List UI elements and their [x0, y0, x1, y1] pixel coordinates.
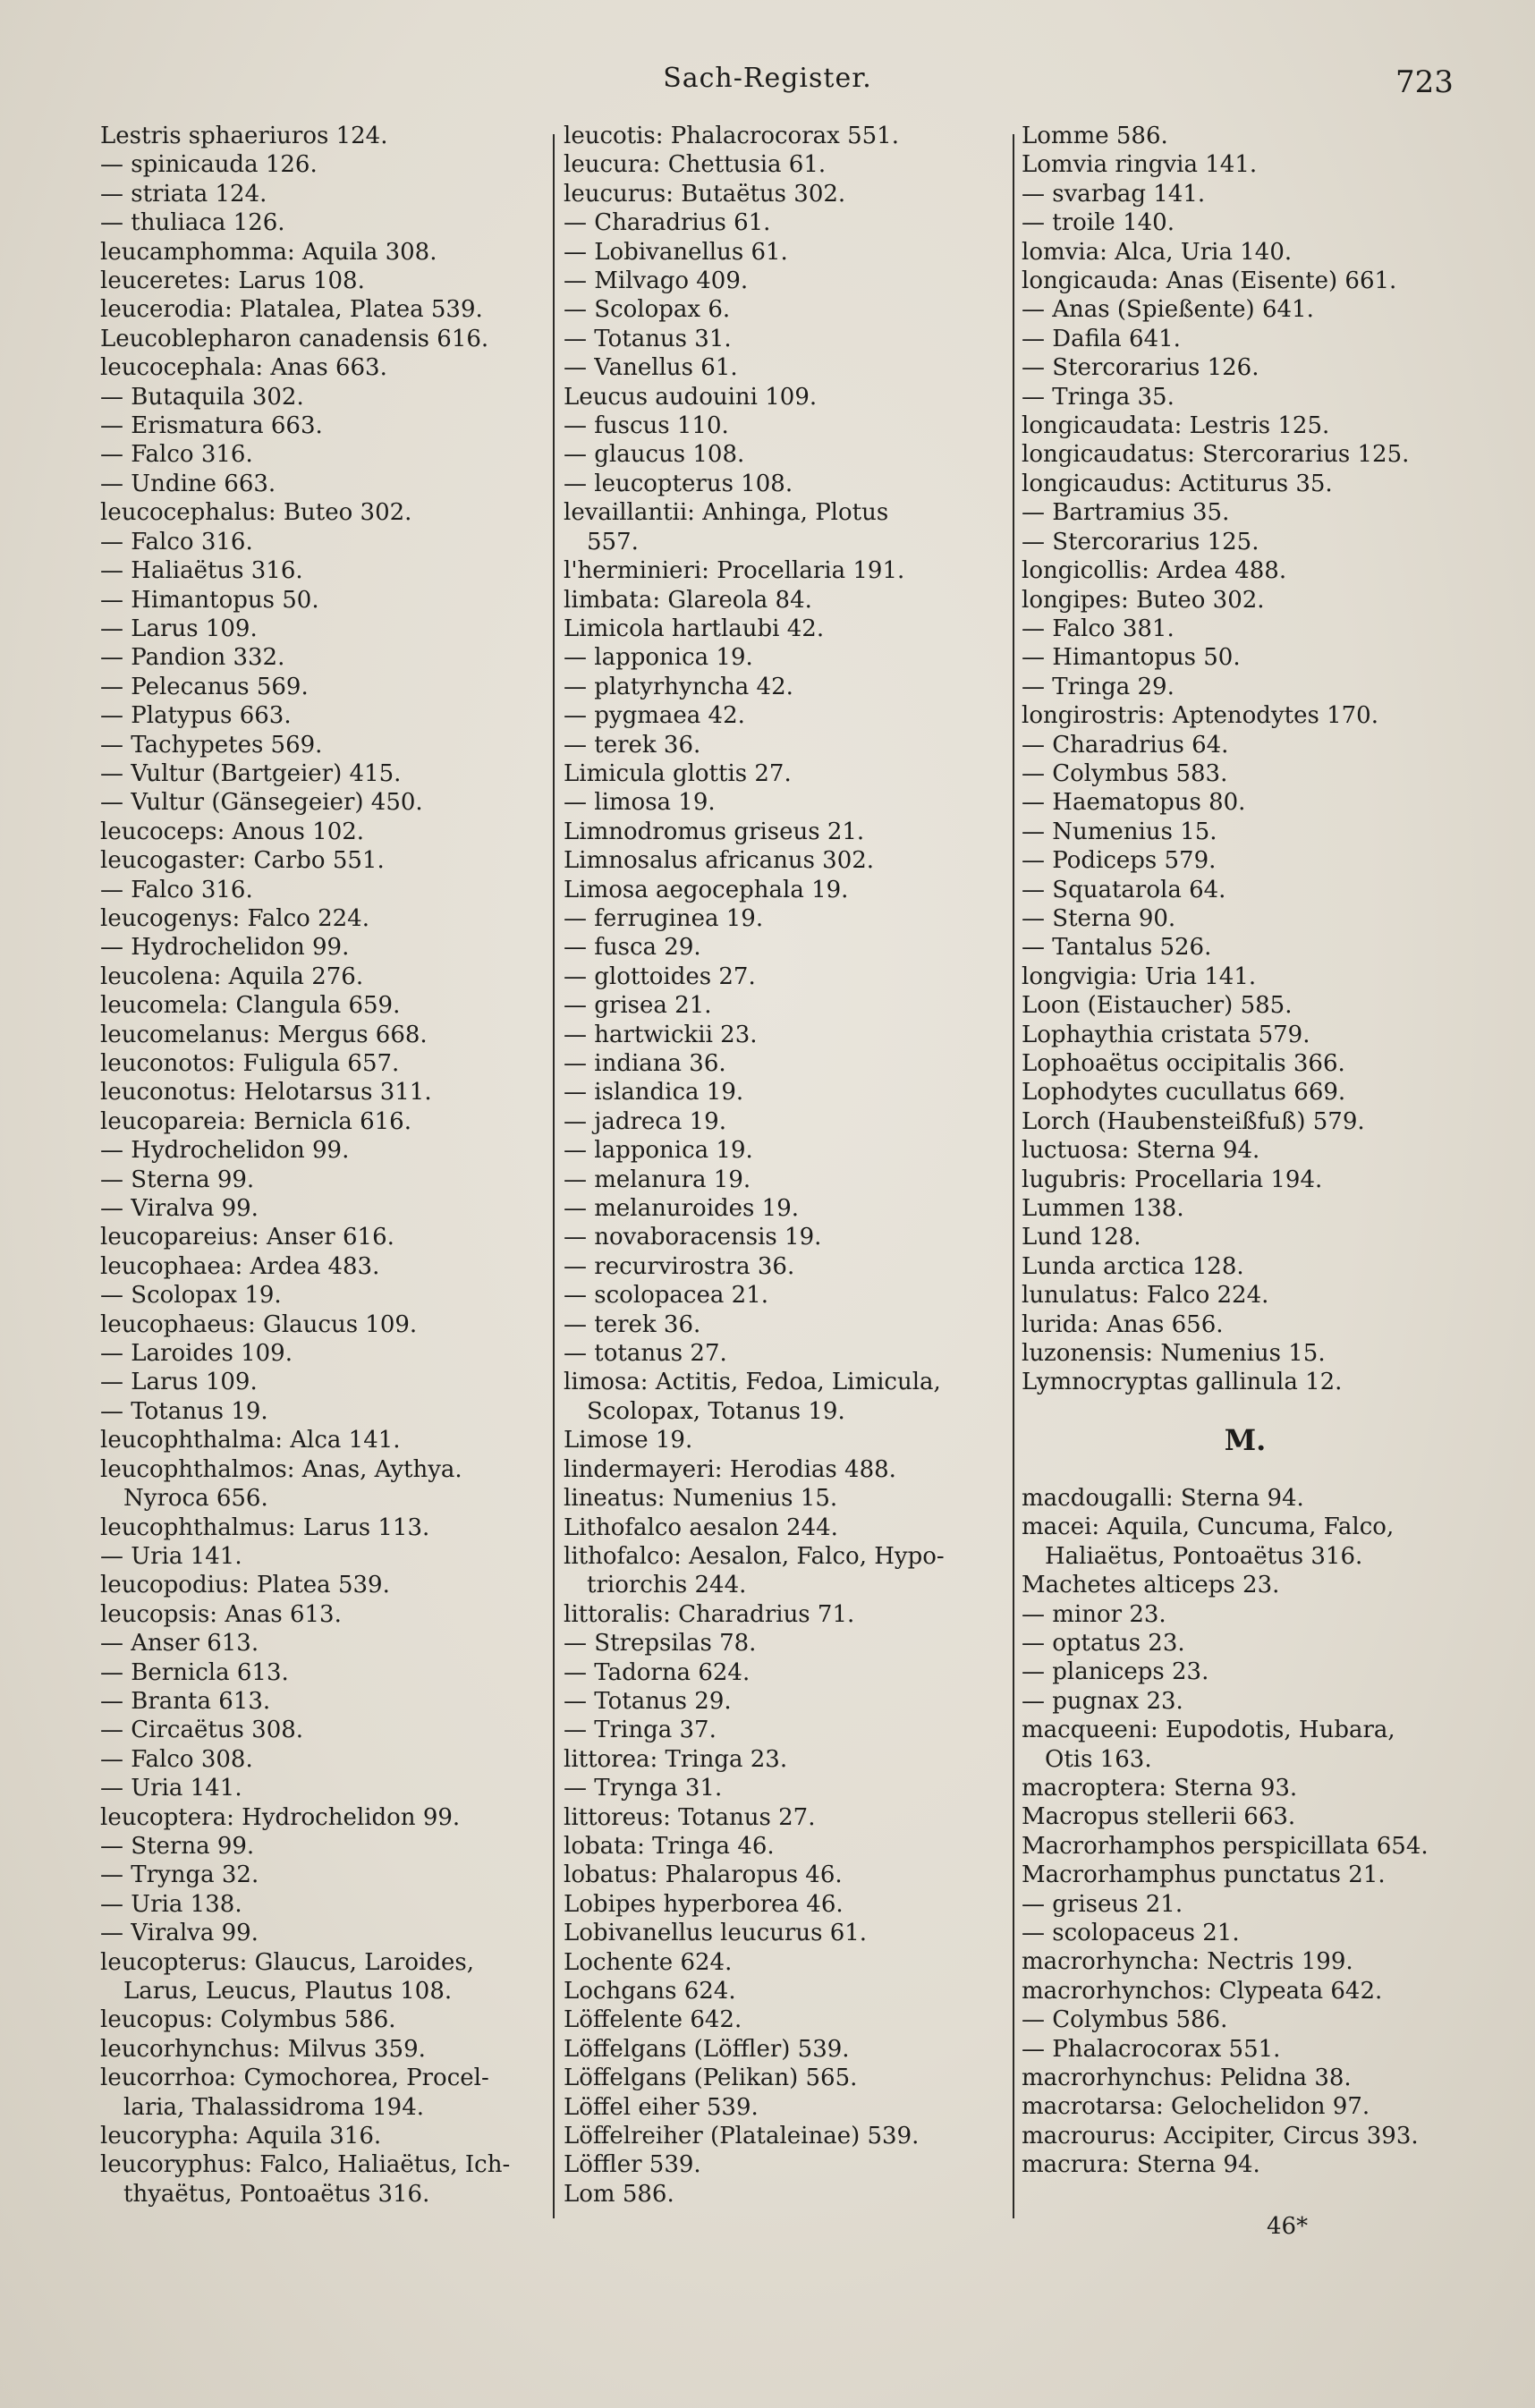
index-entry: Lithofalco aesalon 244. — [564, 1513, 838, 1541]
index-entry: lineatus: Numenius 15. — [564, 1485, 838, 1513]
index-entry: Lophoaëtus occipitalis 366. — [1022, 1050, 1345, 1077]
index-entry: — recurvirostra 36. — [564, 1252, 795, 1280]
index-entry: — Scolopax 19. — [100, 1282, 282, 1310]
index-entry: — Lobivanellus 61. — [564, 238, 788, 266]
index-entry: — Sterna 90. — [1022, 904, 1176, 932]
index-entry: lobata: Tringa 46. — [564, 1832, 775, 1860]
index-entry: — platyrhyncha 42. — [564, 673, 793, 700]
index-entry: longicollis: Ardea 488. — [1022, 557, 1287, 585]
index-entry: — terek 36. — [564, 731, 701, 759]
index-entry: Leucus audouini 109. — [564, 383, 818, 411]
index-entry: Lorch (Haubensteißfuß) 579. — [1022, 1107, 1365, 1135]
index-entry: Leucoblepharon canadensis 616. — [100, 325, 489, 352]
index-entry: leucopareius: Anser 616. — [100, 1224, 394, 1251]
index-entry: Lund 128. — [1022, 1224, 1141, 1251]
index-entry: — Falco 308. — [100, 1745, 253, 1773]
index-entry: — Scolopax 6. — [564, 296, 731, 324]
index-entry: — Hydrochelidon 99. — [100, 934, 350, 962]
index-entry: leucopterus: Glaucus, Laroides, — [100, 1948, 474, 1976]
index-entry: Lestris sphaeriuros 124. — [100, 123, 388, 149]
index-entry: leuconotos: Fuligula 657. — [100, 1050, 400, 1077]
index-entry: — Sterna 99. — [100, 1832, 255, 1860]
index-entry: — Vanellus 61. — [564, 354, 738, 382]
index-entry: — limosa 19. — [564, 789, 716, 817]
index-entry: — Colymbus 583. — [1022, 759, 1228, 787]
index-entry: — Stercorarius 125. — [1022, 528, 1259, 555]
index-entry: limbata: Glareola 84. — [564, 586, 812, 614]
index-entry: leucerodia: Platalea, Platea 539. — [100, 296, 483, 324]
index-entry: — Tringa 37. — [564, 1717, 717, 1744]
index-entry: — Laroides 109. — [100, 1340, 293, 1368]
index-entry-continuation: 557. — [587, 528, 639, 555]
index-column-1 — [100, 122, 544, 2224]
index-entry: — Viralva 99. — [100, 1195, 259, 1223]
index-entry: — pugnax 23. — [1022, 1687, 1183, 1715]
index-entry: — Numenius 15. — [1022, 818, 1217, 845]
index-entry: — Pelecanus 569. — [100, 673, 309, 700]
index-entry: Lobipes hyperborea 46. — [564, 1890, 844, 1918]
index-entry: — Bartramius 35. — [1022, 499, 1230, 527]
index-entry: Lummen 138. — [1022, 1195, 1184, 1223]
index-entry: leucamphomma: Aquila 308. — [100, 238, 437, 266]
index-entry: — Falco 316. — [100, 441, 253, 469]
index-entry: leucoryphus: Falco, Haliaëtus, Ich- — [100, 2151, 511, 2179]
index-entry: — Himantopus 50. — [100, 586, 319, 614]
index-entry: longicaudatus: Stercorarius 125. — [1022, 441, 1410, 469]
index-entry: — terek 36. — [564, 1310, 701, 1338]
index-entry: — Uria 138. — [100, 1890, 242, 1918]
index-entry: leucophthalmos: Anas, Aythya. — [100, 1455, 462, 1483]
index-entry: lurida: Anas 656. — [1022, 1310, 1224, 1338]
section-letter: M. — [1224, 1422, 1267, 1457]
index-entry: macrotarsa: Gelochelidon 97. — [1022, 2093, 1370, 2121]
index-entry: longicaudus: Actiturus 35. — [1022, 470, 1333, 497]
index-entry: — Phalacrocorax 551. — [1022, 2035, 1281, 2063]
index-entry: longicauda: Anas (Eisente) 661. — [1022, 267, 1397, 295]
index-entry: Löffelreiher (Plataleinae) 539. — [564, 2123, 920, 2150]
page-number: 723 — [1395, 64, 1454, 100]
index-entry: — scolopacea 21. — [564, 1282, 768, 1310]
index-entry: — melanuroides 19. — [564, 1195, 799, 1223]
index-entry: — Vultur (Gänsegeier) 450. — [100, 789, 423, 817]
index-entry: macrura: Sterna 94. — [1022, 2151, 1260, 2179]
index-entry: Löffler 539. — [564, 2151, 701, 2179]
index-entry: — indiana 36. — [564, 1050, 726, 1077]
index-entry: — Falco 316. — [100, 876, 253, 903]
index-entry: — optatus 23. — [1022, 1629, 1185, 1657]
index-entry: Löffelgans (Löffler) 539. — [564, 2035, 850, 2063]
index-entry: leucoptera: Hydrochelidon 99. — [100, 1803, 461, 1831]
index-entry: — lapponica 19. — [564, 644, 753, 672]
index-entry: — lapponica 19. — [564, 1137, 753, 1165]
index-entry: — Viralva 99. — [100, 1920, 259, 1947]
index-entry: — totanus 27. — [564, 1340, 727, 1368]
index-entry: leucogaster: Carbo 551. — [100, 847, 385, 875]
index-entry: leucoceps: Anous 102. — [100, 818, 365, 845]
index-entry: — novaboracensis 19. — [564, 1224, 822, 1251]
index-entry-continuation: Haliaëtus, Pontoaëtus 316. — [1045, 1542, 1363, 1570]
index-entry: — Larus 109. — [100, 1369, 258, 1396]
index-entry: — Vultur (Bartgeier) 415. — [100, 759, 402, 787]
index-entry: — spinicauda 126. — [100, 151, 318, 179]
index-entry: macdougalli: Sterna 94. — [1022, 1484, 1304, 1512]
index-entry: lugubris: Procellaria 194. — [1022, 1166, 1323, 1193]
index-entry: — ferruginea 19. — [564, 904, 764, 932]
index-entry: — scolopaceus 21. — [1022, 1919, 1240, 1946]
index-entry: Lophodytes cucullatus 669. — [1022, 1079, 1346, 1106]
index-entry: — thuliaca 126. — [100, 209, 285, 237]
index-entry: — Milvago 409. — [564, 267, 749, 295]
index-entry: — Bernicla 613. — [100, 1658, 289, 1686]
index-entry: leucophaea: Ardea 483. — [100, 1252, 380, 1280]
index-entry: lomvia: Alca, Uria 140. — [1022, 238, 1293, 266]
index-entry: — Tringa 29. — [1022, 673, 1175, 700]
index-entry: macqueeni: Eupodotis, Hubara, — [1022, 1717, 1395, 1744]
index-entry: leucura: Chettusia 61. — [564, 151, 827, 179]
index-entry: Lochgans 624. — [564, 1978, 736, 2005]
column-rule — [553, 134, 555, 2218]
index-entry: — griseus 21. — [1022, 1890, 1183, 1918]
index-entry: — Undine 663. — [100, 470, 276, 497]
index-entry: longvigia: Uria 141. — [1022, 962, 1257, 990]
index-entry: Macrorhamphos perspicillata 654. — [1022, 1832, 1429, 1860]
index-entry: — jadreca 19. — [564, 1107, 726, 1135]
index-entry: leucotis: Phalacrocorax 551. — [564, 123, 899, 149]
index-entry: — striata 124. — [100, 180, 267, 208]
index-entry: Limnosalus africanus 302. — [564, 847, 875, 875]
index-entry-continuation: Scolopax, Totanus 19. — [587, 1397, 845, 1425]
index-entry: lithofalco: Aesalon, Falco, Hypo- — [564, 1542, 945, 1570]
index-entry: — Uria 141. — [100, 1775, 242, 1802]
index-entry: levaillantii: Anhinga, Plotus — [564, 499, 889, 527]
index-entry: lindermayeri: Herodias 488. — [564, 1455, 896, 1483]
index-entry: Limicola hartlaubi 42. — [564, 615, 825, 642]
index-entry: — fuscus 110. — [564, 412, 729, 440]
index-entry-continuation: Otis 163. — [1045, 1745, 1152, 1773]
index-entry: — Charadrius 64. — [1022, 731, 1229, 759]
index-entry: leucophaeus: Glaucus 109. — [100, 1310, 418, 1338]
index-entry: leuconotus: Helotarsus 311. — [100, 1079, 432, 1106]
index-entry-continuation: thyaëtus, Pontoaëtus 316. — [123, 2180, 430, 2208]
index-entry: — Squatarola 64. — [1022, 876, 1226, 903]
index-entry: leucurus: Butaëtus 302. — [564, 180, 846, 208]
index-entry: leuceretes: Larus 108. — [100, 267, 365, 295]
index-entry: Lophaythia cristata 579. — [1022, 1021, 1310, 1048]
index-entry: limosa: Actitis, Fedoa, Limicula, — [564, 1369, 941, 1396]
index-entry: — minor 23. — [1022, 1600, 1166, 1628]
index-entry: macrourus: Accipiter, Circus 393. — [1022, 2122, 1419, 2149]
index-entry: — leucopterus 108. — [564, 470, 793, 497]
index-entry: macei: Aquila, Cuncuma, Falco, — [1022, 1513, 1395, 1541]
index-entry: longipes: Buteo 302. — [1022, 586, 1265, 614]
index-column-2 — [564, 122, 1005, 2224]
index-entry: Löffelgans (Pelikan) 565. — [564, 2065, 858, 2092]
index-entry: — Himantopus 50. — [1022, 644, 1241, 672]
index-entry: leucorhynchus: Milvus 359. — [100, 2035, 426, 2063]
index-entry: — Falco 381. — [1022, 615, 1175, 642]
index-entry: leucocephalus: Buteo 302. — [100, 499, 412, 527]
index-entry: — pygmaea 42. — [564, 702, 745, 730]
index-entry: leucopus: Colymbus 586. — [100, 2006, 396, 2034]
index-entry: littorea: Tringa 23. — [564, 1745, 788, 1773]
index-entry: leucomelanus: Mergus 668. — [100, 1021, 428, 1048]
index-entry: — glaucus 108. — [564, 441, 745, 469]
index-entry: — glottoides 27. — [564, 962, 756, 990]
index-entry: leucophthalma: Alca 141. — [100, 1427, 401, 1454]
index-entry: leucocephala: Anas 663. — [100, 354, 387, 382]
index-entry: leucomela: Clangula 659. — [100, 992, 401, 1020]
index-entry: Lomvia ringvia 141. — [1022, 151, 1258, 179]
index-entry: — Strepsilas 78. — [564, 1630, 757, 1658]
index-entry: luctuosa: Sterna 94. — [1022, 1137, 1260, 1165]
index-entry: macrorhynchos: Clypeata 642. — [1022, 1977, 1383, 2005]
index-entry: leucopsis: Anas 613. — [100, 1600, 342, 1628]
index-entry: Macropus stellerii 663. — [1022, 1803, 1296, 1831]
index-entry: leucolena: Aquila 276. — [100, 962, 364, 990]
index-entry: lobatus: Phalaropus 46. — [564, 1861, 843, 1889]
index-entry: — Haematopus 80. — [1022, 789, 1246, 817]
index-entry: — planiceps 23. — [1022, 1658, 1209, 1686]
index-entry: — Hydrochelidon 99. — [100, 1137, 350, 1165]
index-entry: — Anas (Spießente) 641. — [1022, 296, 1314, 324]
index-entry: — Branta 613. — [100, 1687, 271, 1715]
index-entry: leucorypha: Aquila 316. — [100, 2123, 382, 2150]
index-entry: lunulatus: Falco 224. — [1022, 1282, 1269, 1310]
index-entry: luzonensis: Numenius 15. — [1022, 1340, 1326, 1368]
index-entry: l'herminieri: Procellaria 191. — [564, 557, 905, 585]
index-entry: — Totanus 19. — [100, 1397, 268, 1425]
index-entry: — Anser 613. — [100, 1630, 259, 1658]
index-entry: Lymnocryptas gallinula 12. — [1022, 1369, 1343, 1396]
index-entry: — Tadorna 624. — [564, 1658, 751, 1686]
index-entry: Löffel eiher 539. — [564, 2093, 759, 2121]
index-entry-continuation: Larus, Leucus, Plautus 108. — [123, 1978, 453, 2005]
index-entry: macrorhyncha: Nectris 199. — [1022, 1948, 1353, 1976]
index-entry: Limnodromus griseus 21. — [564, 818, 865, 845]
index-entry: — Tachypetes 569. — [100, 731, 323, 759]
index-entry: — Colymbus 586. — [1022, 2006, 1228, 2034]
index-entry: — Stercorarius 126. — [1022, 354, 1259, 382]
index-entry: — Trynga 31. — [564, 1775, 723, 1802]
index-entry: leucogenys: Falco 224. — [100, 904, 369, 932]
index-entry: Löffelente 642. — [564, 2006, 742, 2034]
index-entry-continuation: triorchis 244. — [587, 1572, 747, 1599]
index-entry: — melanura 19. — [564, 1166, 751, 1193]
index-entry: — Sterna 99. — [100, 1166, 255, 1193]
index-entry: leucopodius: Platea 539. — [100, 1572, 390, 1599]
index-entry-continuation: Nyroca 656. — [123, 1485, 268, 1513]
index-entry: — Uria 141. — [100, 1542, 242, 1570]
index-entry-continuation: laria, Thalassidroma 194. — [123, 2093, 425, 2121]
index-entry: Limose 19. — [564, 1427, 693, 1454]
signature-mark: 46* — [1267, 2213, 1309, 2240]
index-entry: — Platypus 663. — [100, 702, 292, 730]
index-entry: leucophthalmus: Larus 113. — [100, 1513, 430, 1541]
index-entry: Loon (Eistaucher) 585. — [1022, 992, 1293, 1020]
index-entry: Machetes alticeps 23. — [1022, 1572, 1280, 1599]
index-entry: Lochente 624. — [564, 1948, 733, 1976]
index-entry: — Erismatura 663. — [100, 412, 323, 440]
index-entry: — Tringa 35. — [1022, 383, 1175, 411]
index-entry: — Totanus 31. — [564, 325, 732, 352]
index-entry: Lom 586. — [564, 2180, 674, 2208]
index-entry: — Larus 109. — [100, 615, 258, 642]
index-entry: macroptera: Sterna 93. — [1022, 1774, 1298, 1802]
index-entry: — hartwickii 23. — [564, 1021, 758, 1048]
index-entry: — troile 140. — [1022, 209, 1175, 237]
index-entry: — grisea 21. — [564, 992, 712, 1020]
index-entry: Lunda arctica 128. — [1022, 1252, 1244, 1280]
running-header: Sach-Register. — [663, 63, 872, 94]
index-entry: — Circaëtus 308. — [100, 1717, 304, 1744]
index-entry: Limosa aegocephala 19. — [564, 876, 849, 903]
index-entry: — islandica 19. — [564, 1079, 744, 1106]
index-entry: — Pandion 332. — [100, 644, 285, 672]
index-entry: — Butaquila 302. — [100, 383, 304, 411]
index-entry: — svarbag 141. — [1022, 180, 1206, 208]
index-entry: — Tantalus 526. — [1022, 934, 1212, 962]
index-entry: — fusca 29. — [564, 934, 701, 962]
index-entry: Lobivanellus leucurus 61. — [564, 1920, 868, 1947]
index-entry: — Trynga 32. — [100, 1861, 259, 1889]
index-entry: Macrorhamphus punctatus 21. — [1022, 1861, 1386, 1889]
index-entry: macrorhynchus: Pelidna 38. — [1022, 2065, 1352, 2091]
index-entry: — Falco 316. — [100, 528, 253, 555]
index-entry: Lomme 586. — [1022, 123, 1168, 149]
index-entry: longirostris: Aptenodytes 170. — [1022, 702, 1378, 730]
column-rule — [1013, 134, 1014, 2218]
index-entry: — Podiceps 579. — [1022, 847, 1217, 875]
index-entry: longicaudata: Lestris 125. — [1022, 412, 1330, 440]
index-entry: — Charadrius 61. — [564, 209, 771, 237]
index-entry: — Dafila 641. — [1022, 325, 1181, 352]
index-entry: — Totanus 29. — [564, 1687, 732, 1715]
index-entry: littoreus: Totanus 27. — [564, 1803, 816, 1831]
index-entry: Limicula glottis 27. — [564, 759, 792, 787]
index-entry: — Haliaëtus 316. — [100, 557, 303, 585]
index-entry: leucopareia: Bernicla 616. — [100, 1107, 411, 1135]
index-column-3 — [1022, 122, 1469, 2224]
index-entry: littoralis: Charadrius 71. — [564, 1600, 855, 1628]
index-entry: leucorrhoa: Cymochorea, Procel- — [100, 2065, 489, 2092]
